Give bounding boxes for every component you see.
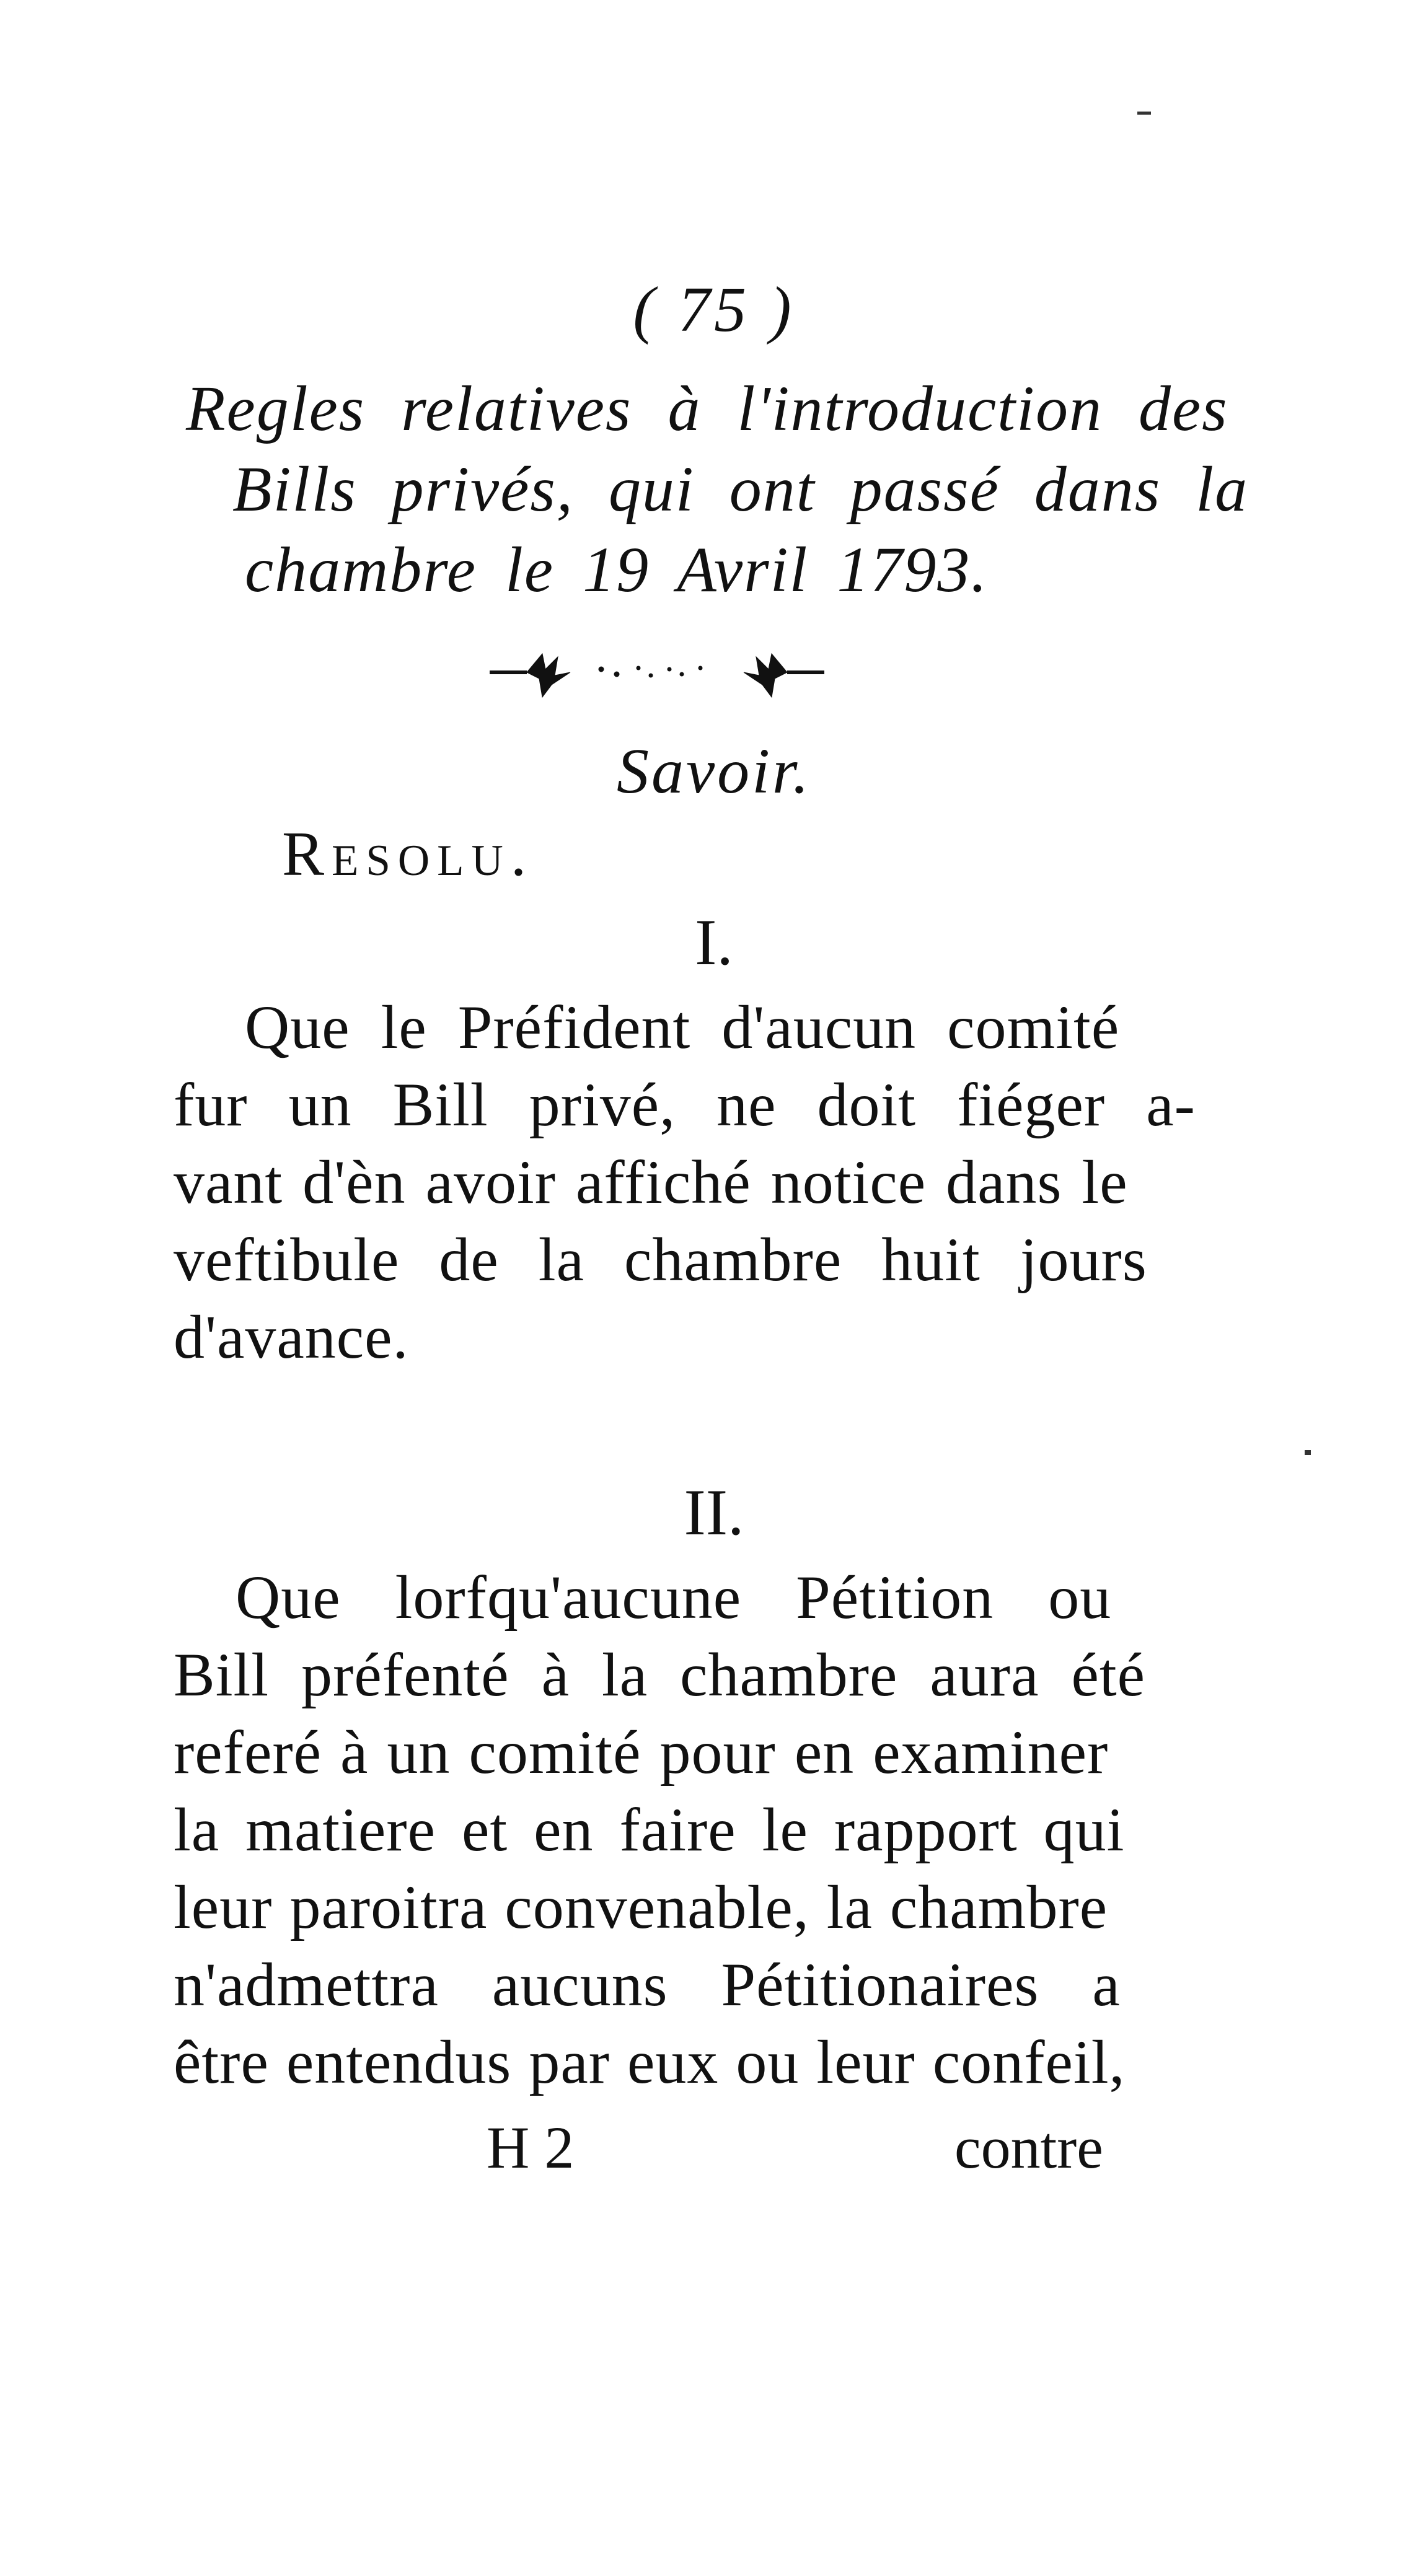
paragraph-line: leur paroitra convenable, la chambre <box>174 1873 1108 1941</box>
savoir-heading: Savoir. <box>617 736 811 807</box>
print-speck <box>1305 1450 1311 1455</box>
paragraph-line: d'avance. <box>174 1303 409 1371</box>
paragraph-line: être entendus par eux ou leur confeil, <box>174 2028 1126 2096</box>
paragraph-line: n'admettra aucuns Pétitionaires a <box>174 1950 1121 2019</box>
paragraph-line: veftibule de la chambre huit jours <box>174 1225 1147 1294</box>
paragraph-line: Que lorfqu'aucune Pétition ou <box>236 1563 1112 1632</box>
section-numeral-1: I. <box>695 906 733 978</box>
title-line-2: Bills privés, qui ont passé dans la <box>232 454 1249 525</box>
paragraph-line: vant d'èn avoir affiché notice dans le <box>174 1148 1128 1216</box>
catchword: contre <box>954 2114 1103 2181</box>
title-line-1: Regles relatives à l'introduction des <box>186 373 1228 444</box>
paragraph-line: Bill préfenté à la chambre aura été <box>174 1640 1146 1709</box>
page-number: ( 75 ) <box>633 274 795 345</box>
title-line-3: chambre le 19 Avril 1793. <box>245 534 989 605</box>
resolu-heading: Resolu. <box>282 819 534 889</box>
print-speck <box>1137 112 1151 115</box>
paragraph-line: la matiere et en faire le rapport qui <box>174 1795 1125 1864</box>
section-numeral-2: II. <box>684 1476 744 1549</box>
paragraph-line: Que le Préfident d'aucun comité <box>245 993 1120 1062</box>
ornament-fleuron-icon <box>483 638 831 706</box>
paragraph-line: fur un Bill privé, ne doit fiéger a- <box>174 1070 1196 1139</box>
signature-mark: H 2 <box>487 2114 575 2181</box>
paragraph-line: referé à un comité pour en examiner <box>174 1718 1109 1787</box>
